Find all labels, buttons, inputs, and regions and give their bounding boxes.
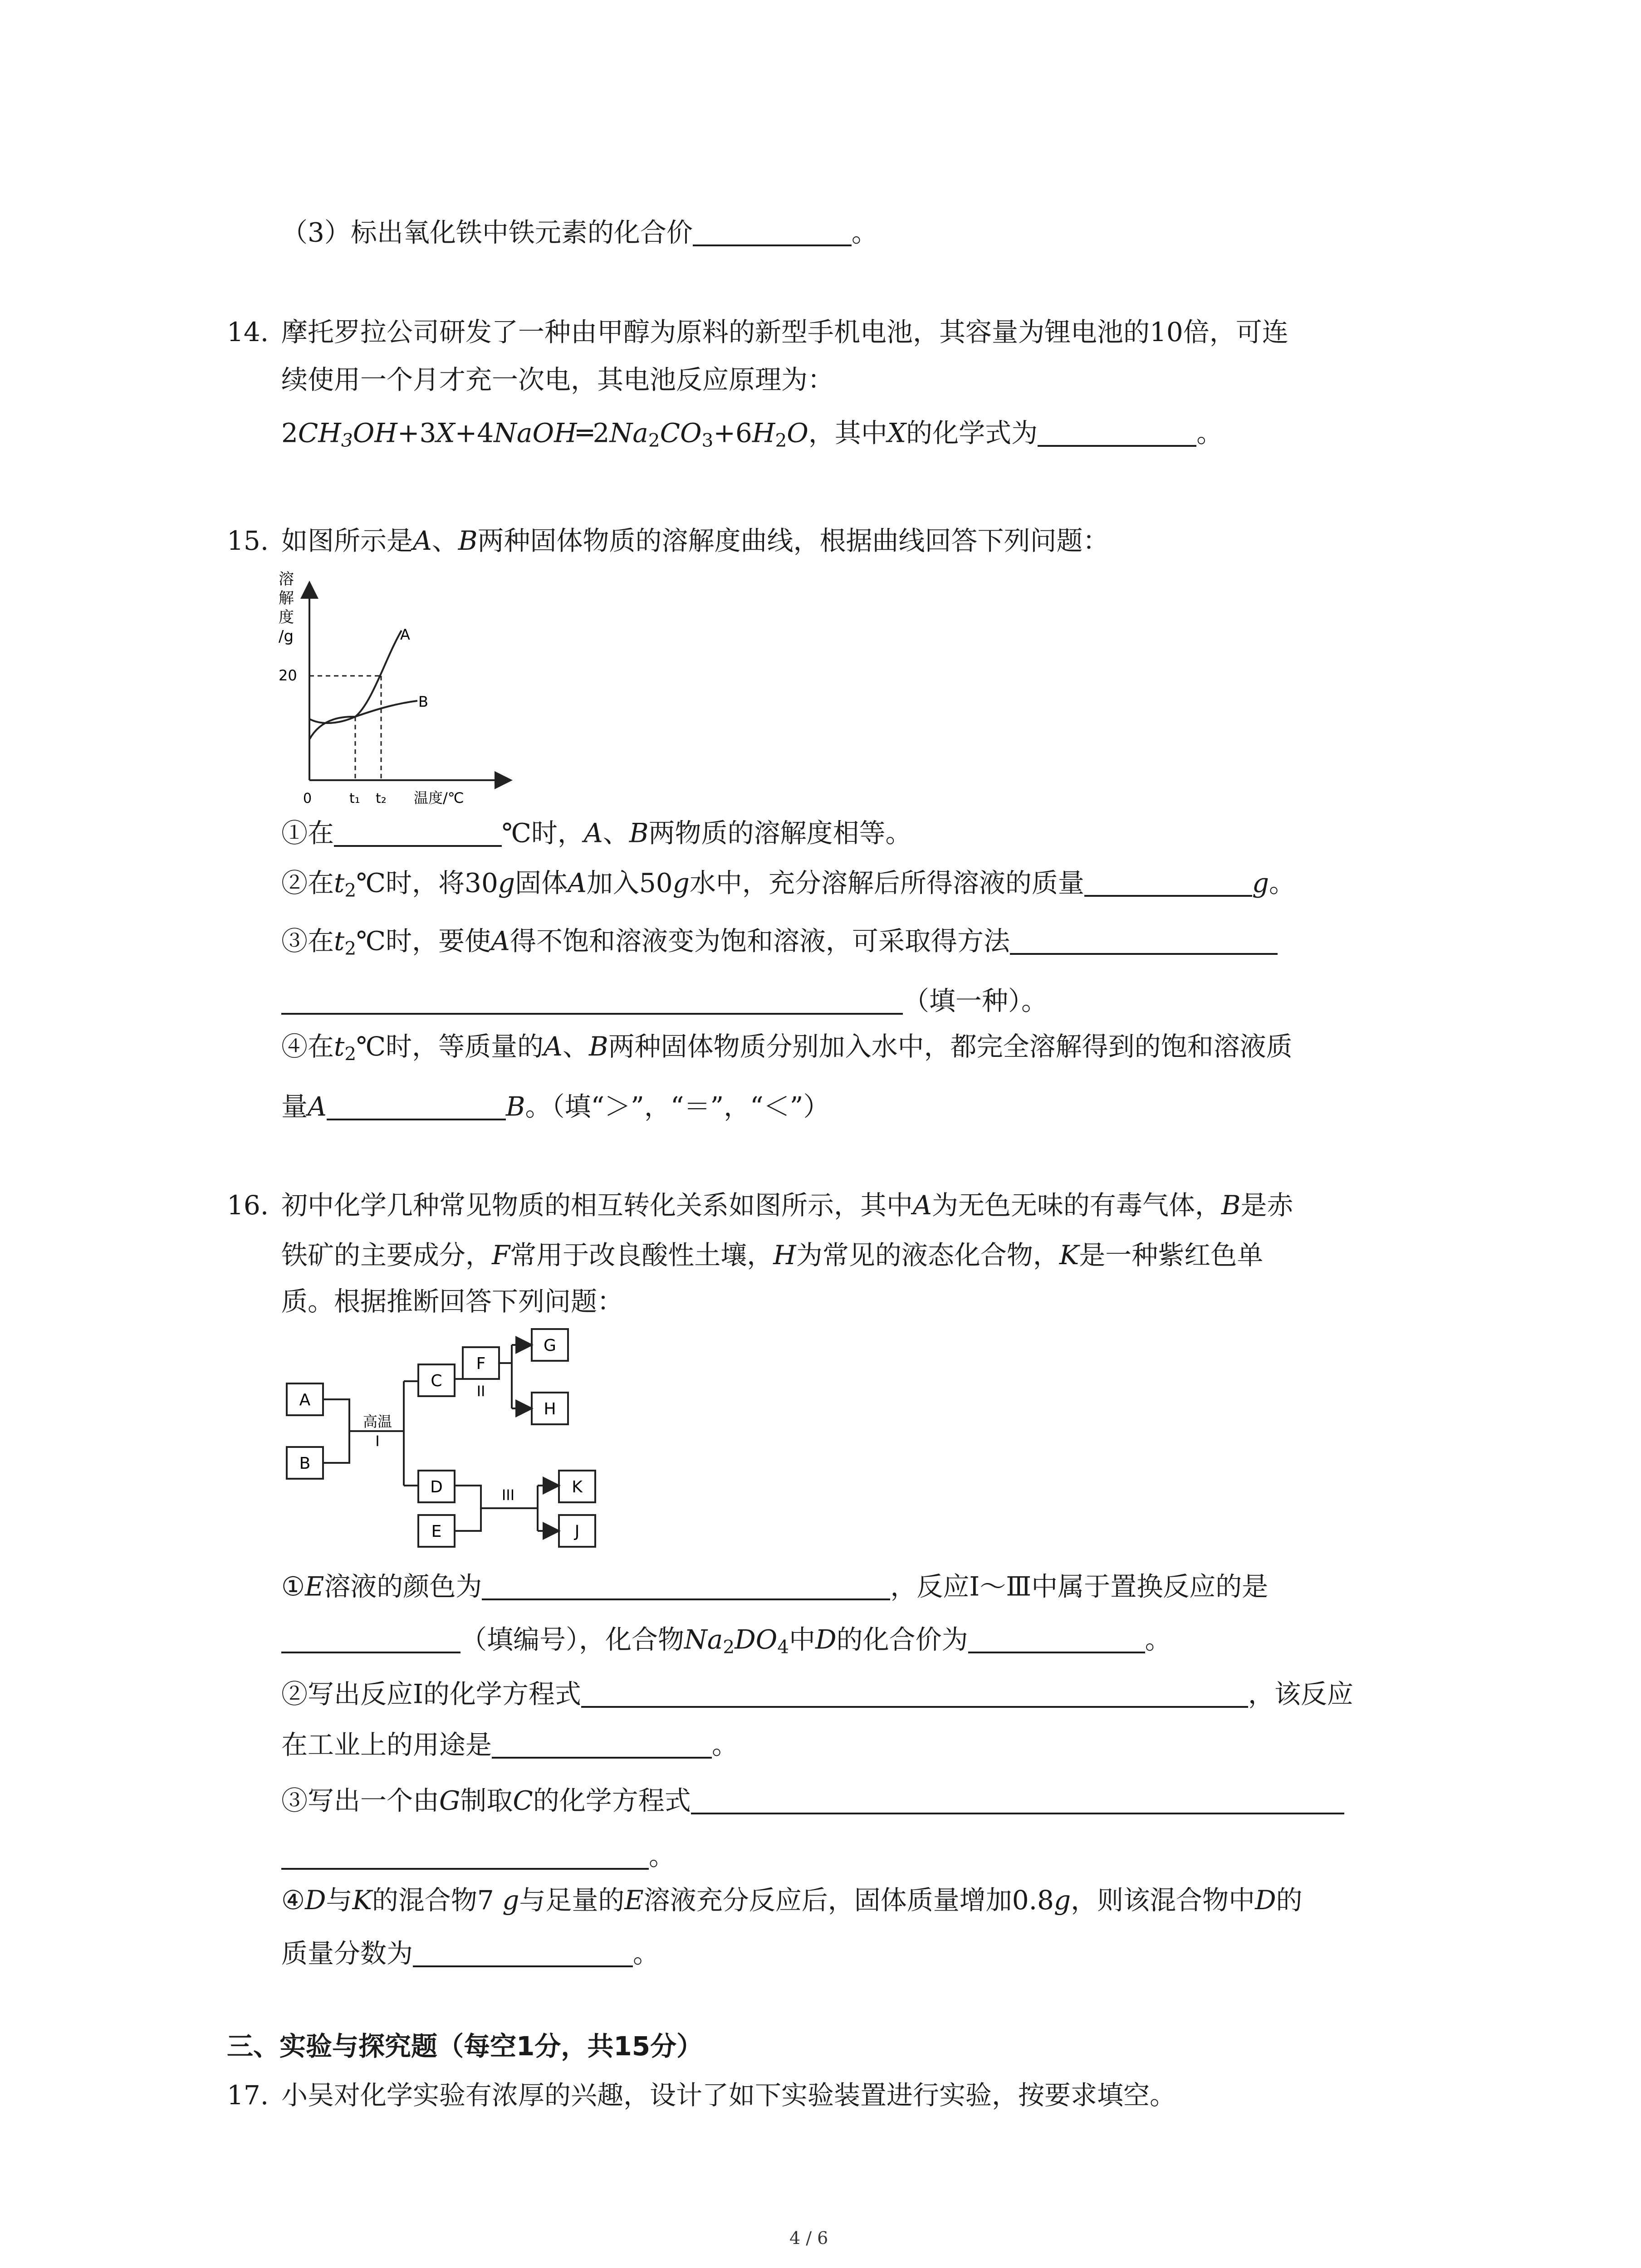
y-label-char: /g [279, 627, 294, 645]
q15-s2: ②在$t_2℃$时，将30g固体A加入50g水中，充分溶解后所得溶液的质量 g。 [281, 867, 1296, 901]
q15-s3-cont: （填一种）。 [281, 985, 1048, 1015]
reaction-1-label: I [375, 1432, 380, 1450]
q15-s3: ③在$t_2℃$时，要使A得不饱和溶液变为饱和溶液，可采取得方法 [281, 925, 1278, 958]
solubility-graph [272, 567, 526, 816]
q13-part3: （3）标出氧化铁中铁元素的化合价 。 [281, 217, 878, 248]
q16-s2-cont: 在工业上的用途是 。 [281, 1729, 739, 1760]
answer-blank[interactable] [1010, 925, 1278, 955]
label-c: C [431, 1372, 442, 1390]
curve-b [309, 701, 417, 723]
q17-number: 17. [227, 2080, 269, 2111]
answer-blank[interactable] [413, 1938, 633, 1967]
q15-s4-cont: 量A B。（填“＞”，“＝”，“＜”） [281, 1091, 830, 1122]
answer-blank[interactable] [281, 985, 903, 1015]
label-b: B [299, 1454, 311, 1473]
answer-blank[interactable] [691, 1785, 1344, 1814]
curve-a-label: A [400, 626, 410, 643]
answer-blank[interactable] [327, 1091, 506, 1120]
answer-blank[interactable] [968, 1624, 1145, 1653]
x-axis-label: 温度/℃ [414, 789, 464, 807]
section3-title: 三、实验与探究题（每空1分，共15分） [227, 2031, 703, 2062]
label-g: G [544, 1336, 556, 1355]
label-a: A [299, 1391, 311, 1409]
answer-blank[interactable] [482, 1571, 890, 1600]
y-label-char: 解 [279, 589, 294, 607]
reaction-2-label: II [476, 1383, 485, 1400]
origin-label: 0 [303, 791, 312, 807]
condition-high-temp: 高温 [362, 1413, 392, 1430]
reaction-3-label: III [501, 1486, 515, 1504]
q15-number: 15. [227, 525, 269, 556]
y-label-char: 度 [279, 608, 294, 626]
q15-s1: ①在 ℃时，A、B两物质的溶解度相等。 [281, 817, 912, 849]
q14-line1: 摩托罗拉公司研发了一种由甲醇为原料的新型手机电池，其容量为锂电池的10倍，可连 [281, 317, 1288, 347]
curve-b-label: B [418, 693, 428, 710]
answer-blank[interactable] [281, 1624, 460, 1653]
q17-text: 小吴对化学实验有浓厚的兴趣，设计了如下实验装置进行实验，按要求填空。 [281, 2080, 1176, 2111]
label-f: F [476, 1354, 486, 1373]
q15-s4: ④在$t_2℃$时，等质量的A、B两种固体物质分别加入水中，都完全溶解得到的饱和溶液质 [281, 1031, 1293, 1065]
q16-number: 16. [227, 1190, 269, 1221]
y-label-char: 溶 [279, 570, 294, 588]
t1-label: t₁ [349, 791, 360, 807]
q15-stem: 如图所示是A、B两种固体物质的溶解度曲线，根据曲线回答下列问题： [281, 525, 1109, 556]
label-h: H [544, 1400, 556, 1418]
label-e: E [431, 1522, 442, 1541]
q16-s2: ②写出反应Ⅰ的化学方程式 ，该反应 [281, 1678, 1353, 1710]
t2-label: t₂ [376, 791, 387, 807]
q16-s4: ④D与K的混合物7 g与足量的E溶液充分反应后，固体质量增加0.8g，则该混合物中D的 [281, 1885, 1303, 1916]
label-k: K [572, 1478, 583, 1496]
reaction-diagram [272, 1325, 626, 1560]
q14-equation: $2CH_3OH+3X+4NaOH═2Na_2CO_3+6H_2O$，其中X的化学式为 。 [281, 417, 1223, 451]
q16-s3: ③写出一个由G制取C的化学方程式 [281, 1785, 1344, 1814]
label-j: J [574, 1522, 580, 1541]
answer-blank[interactable] [334, 817, 502, 847]
q16-s1-cont: （填编号），化合物$Na_2DO_4$中D的化合价为 。 [281, 1624, 1171, 1656]
y-tick-20: 20 [279, 667, 297, 684]
q14-line2: 续使用一个月才充一次电，其电池反应原理为： [281, 364, 834, 395]
answer-blank[interactable] [693, 217, 852, 246]
q16-s4-cont: 质量分数为 。 [281, 1938, 660, 1969]
answer-blank[interactable] [1038, 417, 1196, 447]
answer-blank[interactable] [492, 1729, 712, 1759]
q16-s3-cont: 。 [281, 1840, 675, 1870]
q14-number: 14. [227, 317, 269, 347]
answer-blank[interactable] [581, 1678, 1248, 1708]
q16-line2: 铁矿的主要成分，F常用于改良酸性土壤，H为常见的液态化合物，K是一种紫红色单 [281, 1240, 1264, 1271]
q16-s1: ①E溶液的颜色为 ，反应Ⅰ～Ⅲ中属于置换反应的是 [281, 1571, 1269, 1602]
answer-blank[interactable] [1084, 867, 1252, 897]
page-number: 4 / 6 [789, 2228, 828, 2248]
q16-line3: 质。根据推断回答下列问题： [281, 1286, 624, 1317]
q16-line1: 初中化学几种常见物质的相互转化关系如图所示，其中A为无色无味的有毒气体，B是赤 [281, 1190, 1293, 1221]
label-d: D [430, 1478, 443, 1496]
answer-blank[interactable] [281, 1840, 649, 1870]
